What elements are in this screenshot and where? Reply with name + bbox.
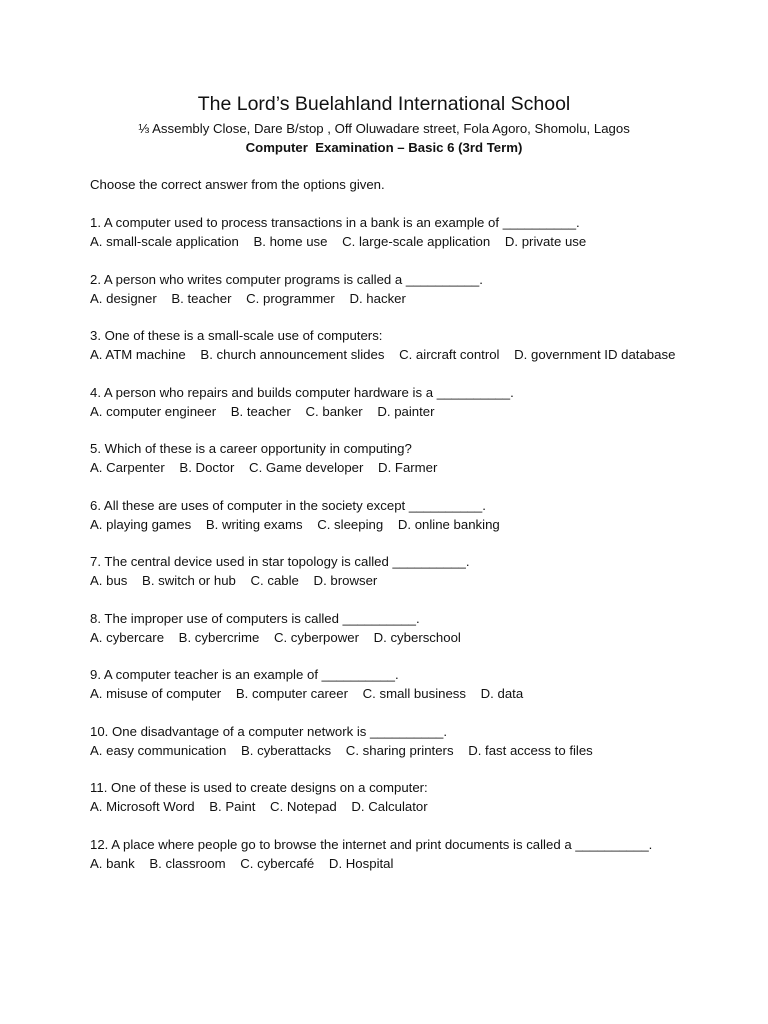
question-text: 10. One disadvantage of a computer network is __________. bbox=[90, 723, 448, 739]
question-options: A. playing games B. writing exams C. sleeping D. online banking bbox=[90, 516, 500, 532]
question-10 bbox=[90, 722, 680, 760]
school-name: The Lord’s Buelahland International School bbox=[197, 93, 571, 115]
question-text: 5. Which of these is a career opportunity in computing? bbox=[90, 441, 412, 456]
question-11 bbox=[90, 778, 680, 816]
exam-title: Computer Examination – Basic 6 (3rd Term) bbox=[245, 140, 523, 155]
question-text: 4. A person who repairs and builds computer hardware is a __________. bbox=[90, 384, 514, 400]
question-options: A. small-scale application B. home use C. large-scale application D. private use bbox=[90, 234, 587, 249]
question-options: A. computer engineer B. teacher C. banker D. painter bbox=[90, 403, 435, 419]
question-options: A. designer B. teacher C. programmer D. hacker bbox=[90, 290, 406, 306]
question-12 bbox=[90, 835, 680, 873]
question-4 bbox=[90, 383, 680, 421]
question-options: A. bus B. switch or hub C. cable D. browser bbox=[90, 573, 378, 588]
question-7 bbox=[90, 552, 680, 590]
school-address: ⅓ Assembly Close, Dare B/stop , Off Oluwadare street, Fola Agoro, Shomolu, Lagos bbox=[138, 121, 630, 136]
question-options: A. cybercare B. cybercrime C. cyberpower D. cyberschool bbox=[90, 629, 461, 645]
question-text: 12. A place where people go to browse the internet and print documents is called a __________. bbox=[90, 836, 653, 852]
question-1 bbox=[90, 213, 680, 251]
question-text: 1. A computer used to process transactions in a bank is an example of __________. bbox=[90, 215, 580, 230]
question-text: 9. A computer teacher is an example of __________. bbox=[90, 667, 399, 682]
question-options: A. Carpenter B. Doctor C. Game developer D. Farmer bbox=[90, 460, 438, 475]
question-options: A. ATM machine B. church announcement slides C. aircraft control D. government ID database bbox=[90, 347, 676, 362]
question-9 bbox=[90, 665, 680, 703]
instructions: Choose the correct answer from the options given. bbox=[90, 177, 385, 192]
question-options: A. Microsoft Word B. Paint C. Notepad D. Calculator bbox=[90, 799, 428, 814]
question-text: 7. The central device used in star topology is called __________. bbox=[90, 554, 470, 569]
question-5 bbox=[90, 439, 680, 477]
question-3 bbox=[90, 326, 680, 364]
question-text: 8. The improper use of computers is called __________. bbox=[90, 610, 420, 626]
question-text: 6. All these are uses of computer in the society except __________. bbox=[90, 497, 486, 513]
question-2 bbox=[90, 270, 680, 308]
question-6 bbox=[90, 496, 680, 534]
question-list bbox=[90, 213, 680, 891]
question-options: A. misuse of computer B. computer career C. small business D. data bbox=[90, 686, 524, 701]
question-options: A. easy communication B. cyberattacks C. sharing printers D. fast access to files bbox=[90, 742, 593, 758]
question-8 bbox=[90, 609, 680, 647]
question-options: A. bank B. classroom C. cybercafé D. Hospital bbox=[90, 855, 394, 871]
question-text: 2. A person who writes computer programs is called a __________. bbox=[90, 271, 483, 287]
question-text: 3. One of these is a small-scale use of computers: bbox=[90, 328, 383, 343]
question-text: 11. One of these is used to create designs on a computer: bbox=[90, 780, 428, 795]
